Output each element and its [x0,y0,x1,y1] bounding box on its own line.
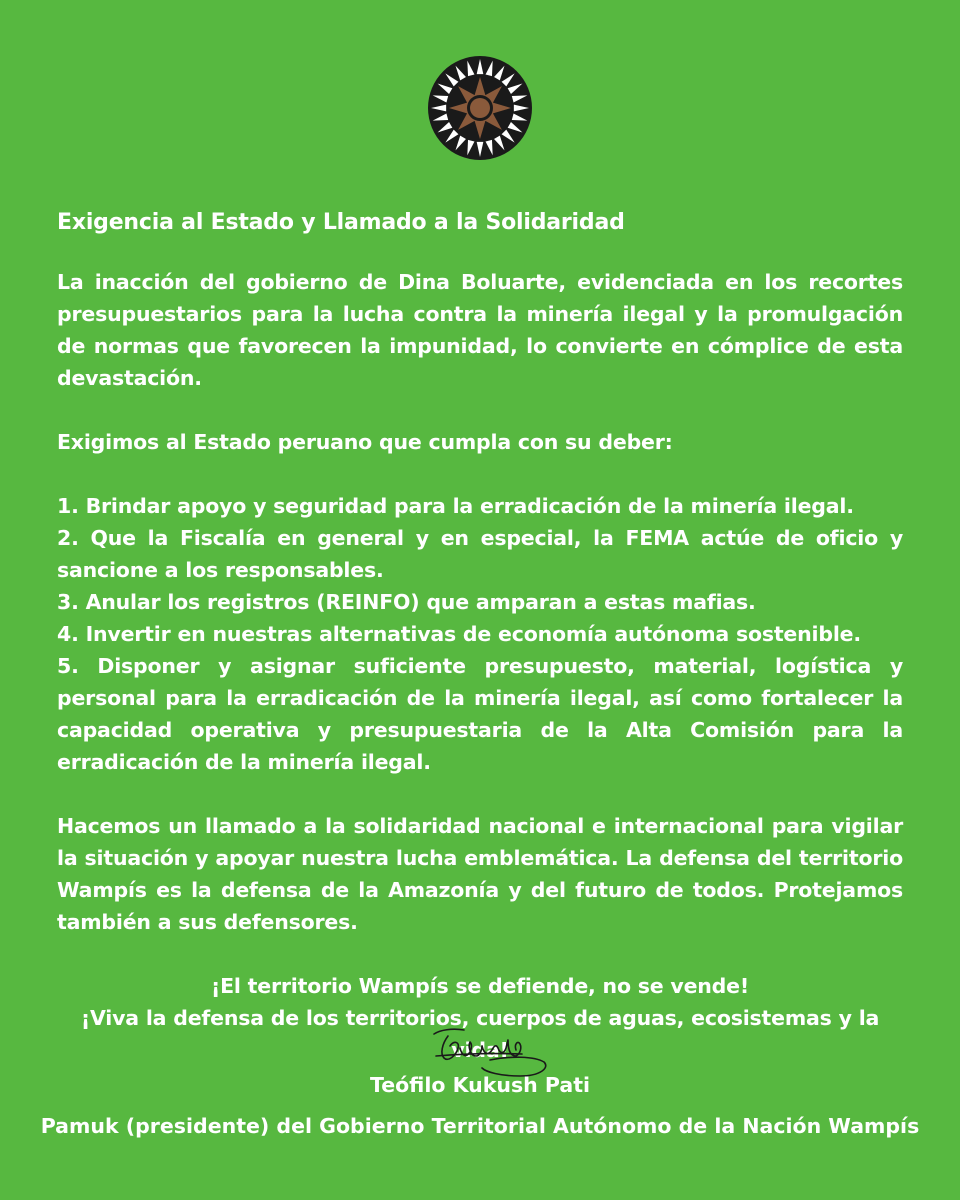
paragraph-inaction: La inacción del gobierno de Dina Boluarte, evidenciada en los recortes presupuestarios para la lucha contra la minería ilegal y la promulgación de normas que favorecen la impunidad, lo convierte en cómplice de esta devastación. [57,270,903,390]
letter-body [57,207,903,1066]
demand-item: 1. Brindar apoyo y seguridad para la erradicación de la minería ilegal. [57,494,854,518]
demands-list [57,490,903,778]
signatory-role: Pamuk (presidente) del Gobierno Territorial Autónomo de la Nación Wampís [40,1114,920,1138]
signatory-name: Teófilo Kukush Pati [369,1073,591,1097]
demand-item: 3. Anular los registros (REINFO) que amparan a estas mafias. [57,590,756,614]
demand-item: 2. Que la Fiscalía en general y en especial, la FEMA actúe de oficio y sancione a los responsables. [57,526,903,582]
document-title: Exigencia al Estado y Llamado a la Solidaridad [57,210,625,235]
demand-item: 4. Invertir en nuestras alternativas de economía autónoma sostenible. [57,622,861,646]
wampis-emblem-icon [427,55,533,161]
paragraph-solidarity: Hacemos un llamado a la solidaridad nacional e internacional para vigilar la situación y apoyar nuestra lucha emblemática. La defensa del territorio Wampís es la defensa de la Amazonía y del futuro de todos. Protejamos también a sus defensores. [57,814,903,934]
closing-slogan-1: ¡El territorio Wampís se defiende, no se vende! [210,974,750,998]
closing-slogan-2: ¡Viva la defensa de los territorios, cuerpos de aguas, ecosistemas y la vida! [80,1006,880,1062]
demand-item: 5. Disponer y asignar suficiente presupuesto, material, logística y personal para la erradicación de la minería ilegal, así como fortalecer la capacidad operativa y presupuestaria de la Alta Comisión para la erradicación de la minería ilegal. [57,654,903,774]
paragraph-demands-intro: Exigimos al Estado peruano que cumpla con su deber: [57,430,673,454]
